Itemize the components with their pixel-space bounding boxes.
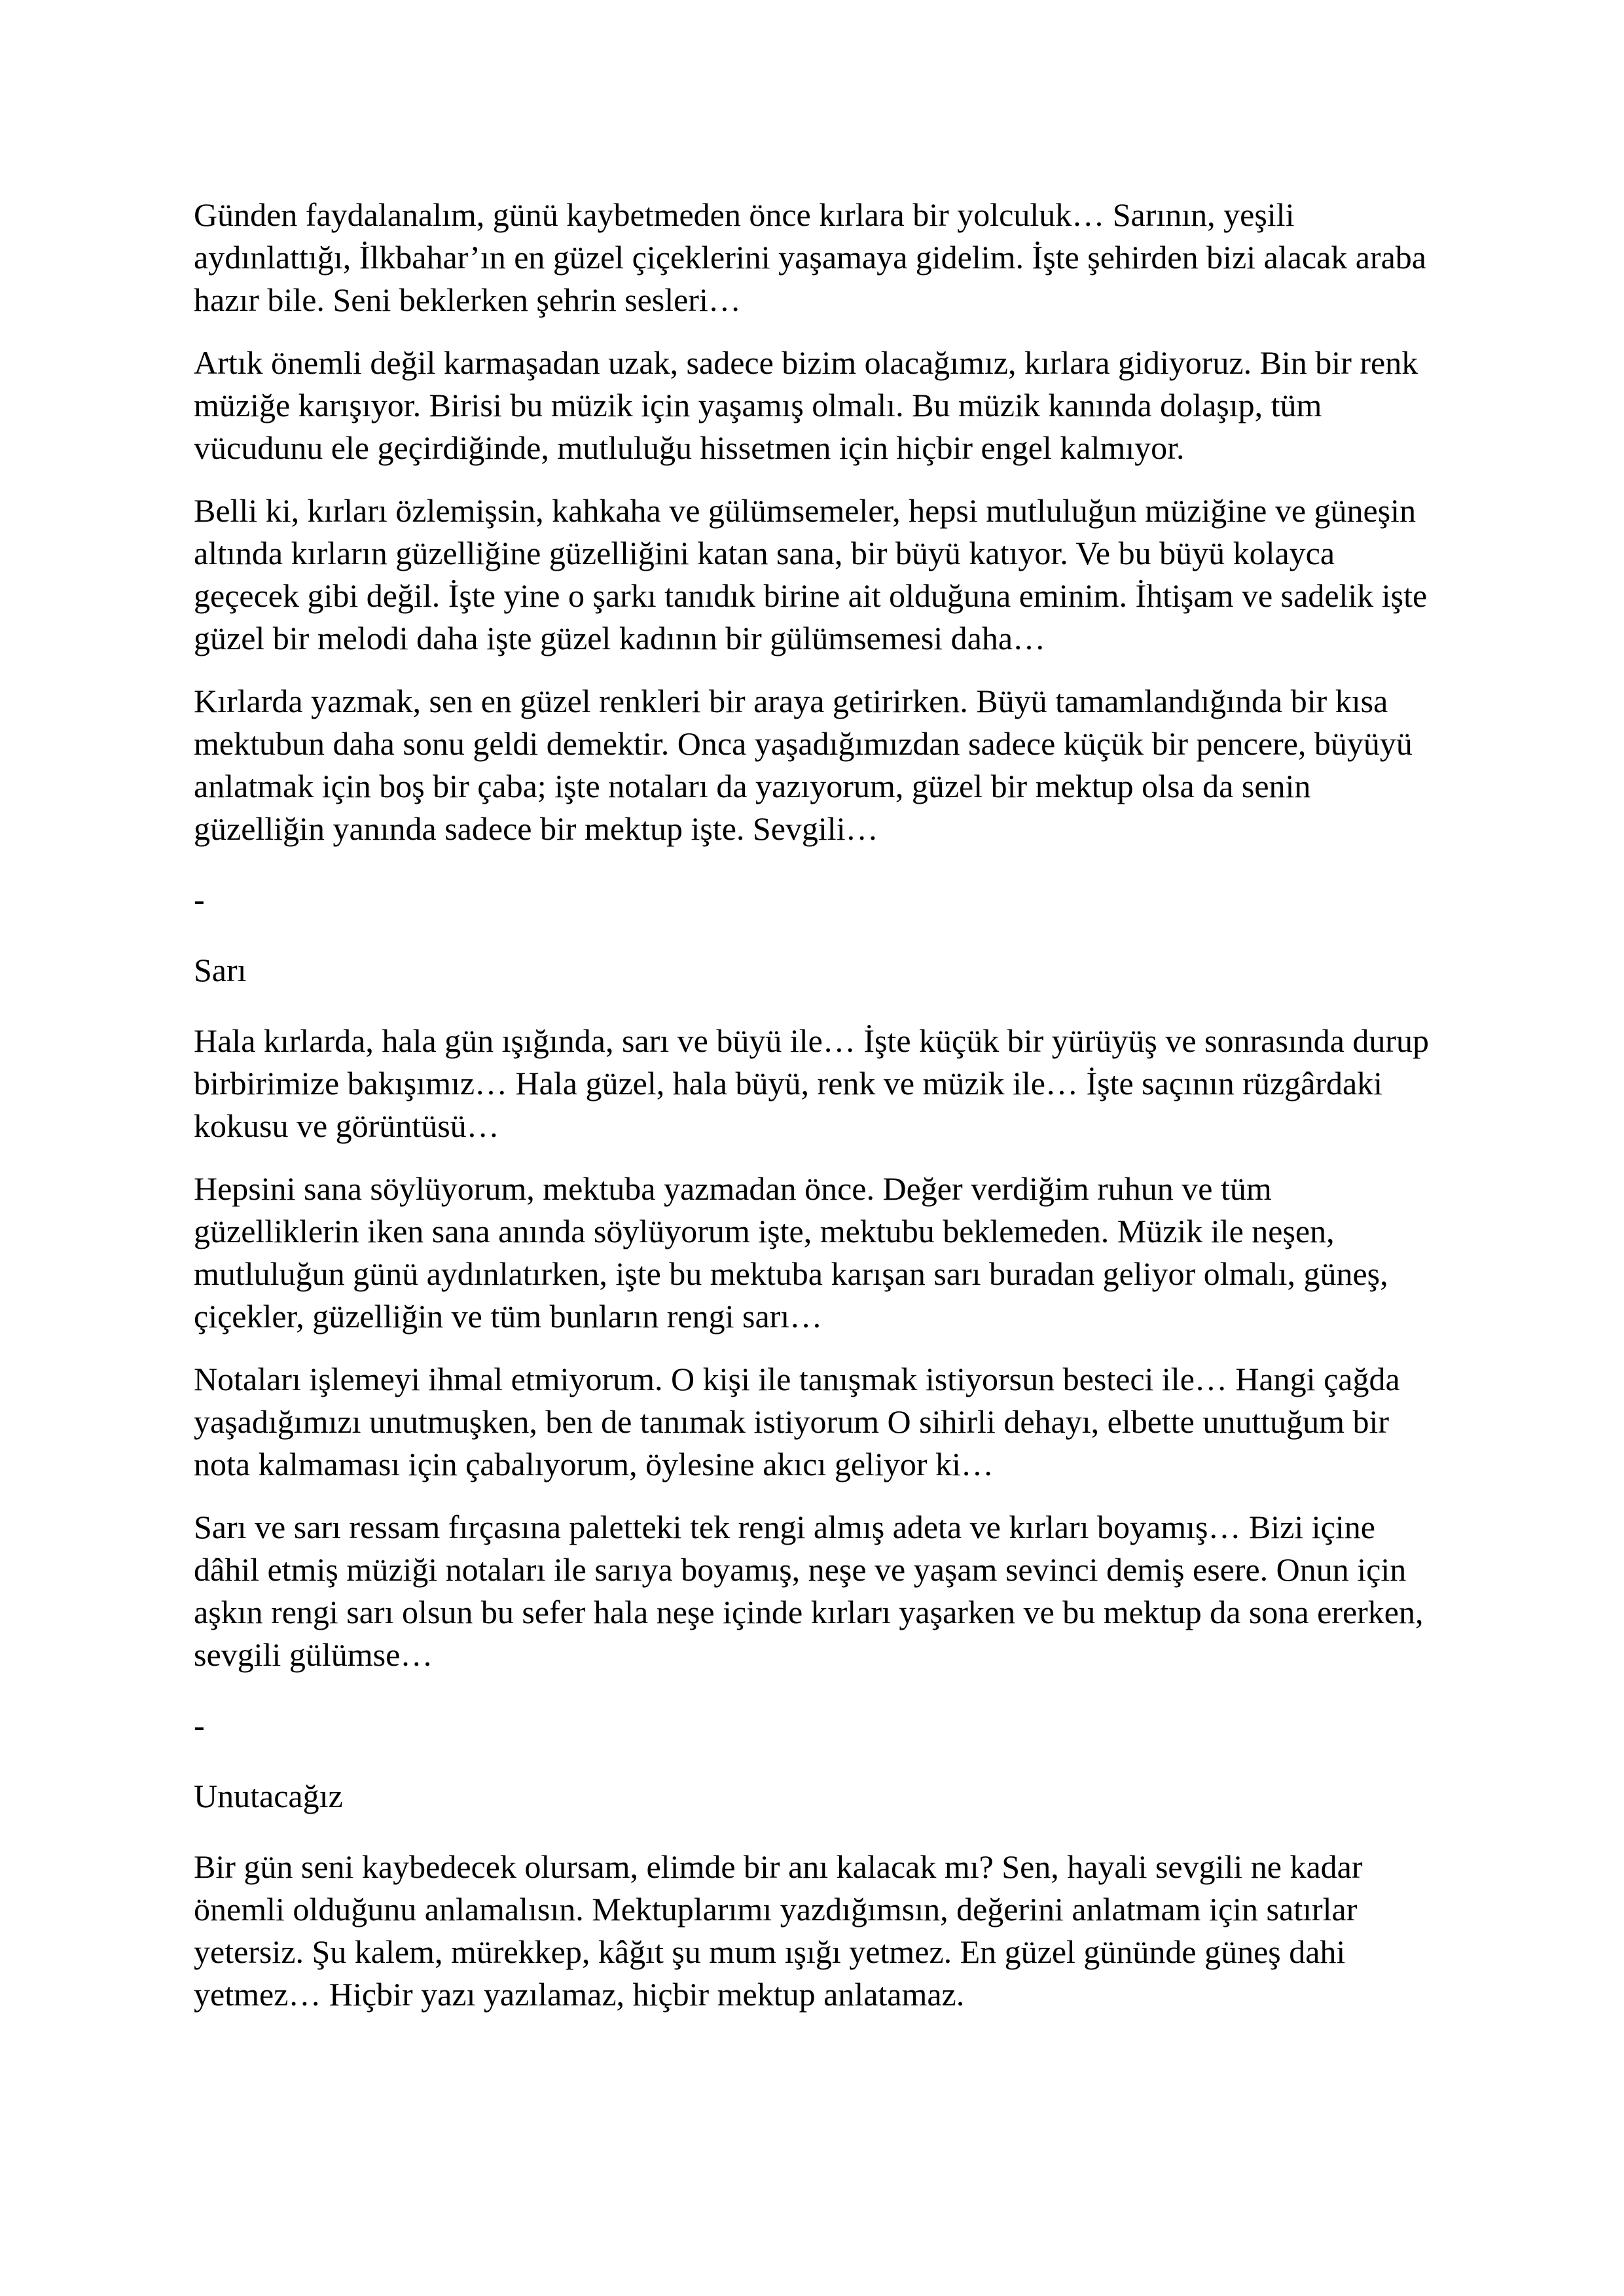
text-line: Notaları işlemeyi ihmal etmiyorum. O kişi ile tanışmak istiyorsun besteci ile… Hangi çağda — [194, 1361, 1400, 1397]
text-line: altında kırların güzelliğine güzelliğini katan sana, bir büyü katıyor. Ve bu büyü kolayca — [194, 535, 1335, 571]
section-heading — [194, 949, 1470, 992]
text-line: kokusu ve görüntüsü… — [194, 1107, 499, 1144]
paragraph — [194, 342, 1470, 469]
text-line: vücudunu ele geçirdiğinde, mutluluğu hissetmen için hiçbir engel kalmıyor. — [194, 429, 1185, 466]
text-line: Bir gün seni kaybedecek olursam, elimde bir anı kalacak mı? Sen, hayali sevgili ne kadar — [194, 1848, 1363, 1885]
document-body — [194, 194, 1470, 2036]
text-line: önemli olduğunu anlamalısın. Mektuplarımı yazdığımsın, değerini anlatmam için satırlar — [194, 1891, 1358, 1928]
text-line: geçecek gibi değil. İşte yine o şarkı tanıdık birine ait olduğuna eminim. İhtişam ve sadelik işte — [194, 577, 1428, 614]
text-line: aydınlattığı, İlkbahar’ın en güzel çiçeklerini yaşamaya gidelim. İşte şehirden bizi alacak araba — [194, 239, 1426, 276]
text-line: Artık önemli değil karmaşadan uzak, sadece bizim olacağımız, kırlara gidiyoruz. Bin bir renk — [194, 344, 1418, 381]
text-line: yetmez… Hiçbir yazı yazılamaz, hiçbir mektup anlatamaz. — [194, 1976, 965, 2013]
section-separator — [194, 1704, 1470, 1747]
separator-dash: - — [194, 1707, 205, 1744]
paragraph — [194, 194, 1470, 321]
section-title: Unutacağız — [194, 1778, 343, 1814]
paragraph — [194, 1846, 1470, 2016]
text-line: Sarı ve sarı ressam fırçasına paletteki tek rengi almış adeta ve kırları boyamış… Bizi içine — [194, 1509, 1375, 1545]
text-line: Hala kırlarda, hala gün ışığında, sarı ve büyü ile… İşte küçük bir yürüyüş ve sonrasında durup — [194, 1022, 1430, 1059]
text-line: müziğe karışıyor. Birisi bu müzik için yaşamış olmalı. Bu müzik kanında dolaşıp, tüm — [194, 387, 1322, 423]
paragraph — [194, 1506, 1470, 1676]
text-line: Kırlarda yazmak, sen en güzel renkleri bir araya getirirken. Büyü tamamlandığında bir kısa — [194, 683, 1388, 719]
section-heading — [194, 1775, 1470, 1818]
text-line: sevgili gülümse… — [194, 1636, 433, 1673]
text-line: dâhil etmiş müziği notaları ile sarıya boyamış, neşe ve yaşam sevinci demiş esere. Onun için — [194, 1551, 1407, 1588]
paragraph — [194, 1020, 1470, 1147]
text-line: Belli ki, kırları özlemişsin, kahkaha ve gülümsemeler, hepsi mutluluğun müziğine ve güneşin — [194, 492, 1416, 529]
paragraph — [194, 1168, 1470, 1338]
text-line: güzelliğin yanında sadece bir mektup işte. Sevgili… — [194, 810, 878, 847]
text-line: aşkın rengi sarı olsun bu sefer hala neşe içinde kırları yaşarken ve bu mektup da sona ererken, — [194, 1594, 1424, 1630]
text-line: Günden faydalanalım, günü kaybetmeden önce kırlara bir yolculuk… Sarının, yeşili — [194, 196, 1295, 233]
section-title: Sarı — [194, 952, 247, 988]
text-line: çiçekler, güzelliğin ve tüm bunların rengi sarı… — [194, 1298, 823, 1335]
section-separator — [194, 878, 1470, 921]
text-line: güzel bir melodi daha işte güzel kadının bir gülümsemesi daha… — [194, 620, 1046, 656]
text-line: mektubun daha sonu geldi demektir. Onca yaşadığımızdan sadece küçük bir pencere, büyüyü — [194, 725, 1413, 762]
paragraph — [194, 490, 1470, 660]
text-line: yetersiz. Şu kalem, mürekkep, kâğıt şu mum ışığı yetmez. En güzel gününde güneş dahi — [194, 1933, 1346, 1970]
text-line: birbirimize bakışımız… Hala güzel, hala büyü, renk ve müzik ile… İşte saçının rüzgârdaki — [194, 1065, 1383, 1102]
text-line: yaşadığımızı unutmuşken, ben de tanımak istiyorum O sihirli dehayı, elbette unuttuğum bir — [194, 1403, 1390, 1440]
text-line: güzelliklerin iken sana anında söylüyorum işte, mektubu beklemeden. Müzik ile neşen, — [194, 1213, 1335, 1249]
text-line: mutluluğun günü aydınlatırken, işte bu mektuba karışan sarı buradan geliyor olmalı, güneş, — [194, 1255, 1388, 1292]
text-line: anlatmak için boş bir çaba; işte notaları da yazıyorum, güzel bir mektup olsa da senin — [194, 768, 1311, 804]
text-line: nota kalmaması için çabalıyorum, öylesine akıcı geliyor ki… — [194, 1446, 994, 1482]
paragraph — [194, 1358, 1470, 1486]
separator-dash: - — [194, 881, 205, 918]
text-line: Hepsini sana söylüyorum, mektuba yazmadan önce. Değer verdiğim ruhun ve tüm — [194, 1170, 1272, 1207]
text-line: hazır bile. Seni beklerken şehrin sesleri… — [194, 281, 741, 318]
paragraph — [194, 680, 1470, 850]
